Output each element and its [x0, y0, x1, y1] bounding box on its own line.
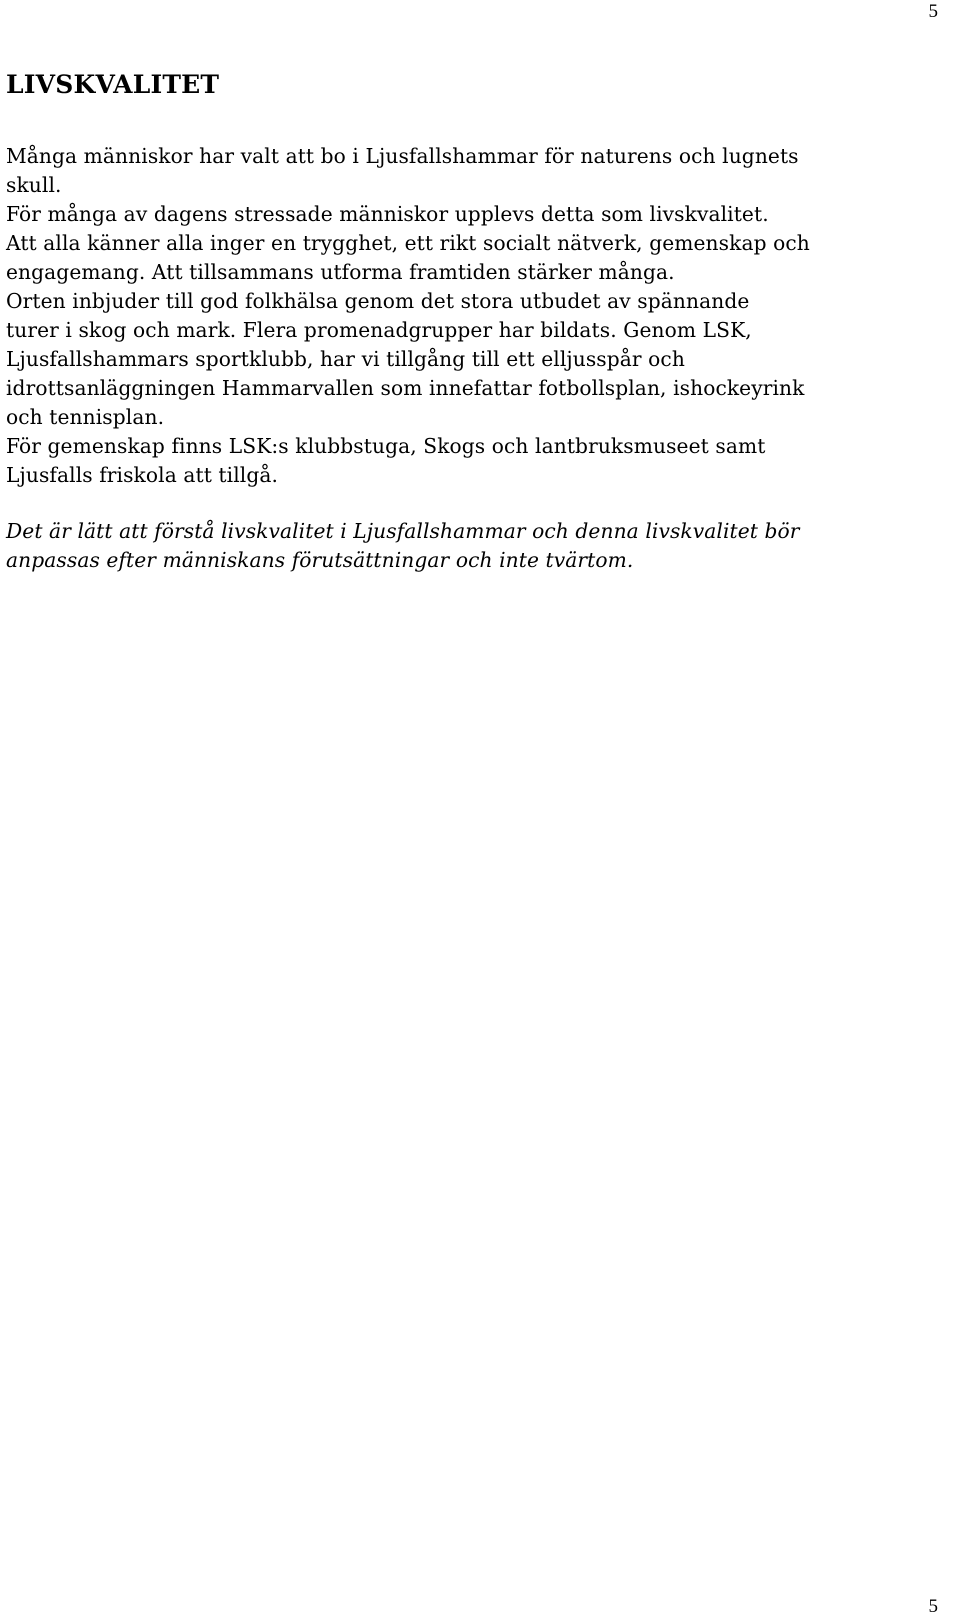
body-line: engagemang. Att tillsammans utforma framtiden stärker många.: [6, 260, 675, 284]
body-line: Orten inbjuder till god folkhälsa genom det stora utbudet av spännande: [6, 289, 750, 313]
body-line: skull.: [6, 173, 62, 197]
body-line: idrottsanläggningen Hammarvallen som innefattar fotbollsplan, ishockeyrink: [6, 376, 805, 400]
body-line: För gemenskap finns LSK:s klubbstuga, Skogs och lantbruksmuseet samt: [6, 434, 766, 458]
page-number-bottom: 5: [928, 1596, 938, 1617]
page-heading: LIVSKVALITET: [6, 70, 220, 99]
body-line: Ljusfallshammars sportklubb, har vi tillgång till ett elljusspår och: [6, 347, 685, 371]
body-line: Ljusfalls friskola att tillgå.: [6, 463, 278, 487]
closing-statement: [6, 517, 956, 575]
body-line: För många av dagens stressade människor upplevs detta som livskvalitet.: [6, 202, 769, 226]
document-body: [6, 68, 956, 575]
page-number-top: 5: [928, 1, 938, 22]
body-line: Att alla känner alla inger en trygghet, ett rikt socialt nätverk, gemenskap och: [6, 231, 810, 255]
body-line: turer i skog och mark. Flera promenadgrupper har bildats. Genom LSK,: [6, 318, 752, 342]
body-paragraph: [6, 142, 956, 490]
body-line: och tennisplan.: [6, 405, 165, 429]
closing-line: Det är lätt att förstå livskvalitet i Ljusfallshammar och denna livskvalitet bör: [6, 519, 800, 543]
closing-line: anpassas efter människans förutsättningar och inte tvärtom.: [6, 548, 634, 572]
body-line: Många människor har valt att bo i Ljusfallshammar för naturens och lugnets: [6, 144, 799, 168]
